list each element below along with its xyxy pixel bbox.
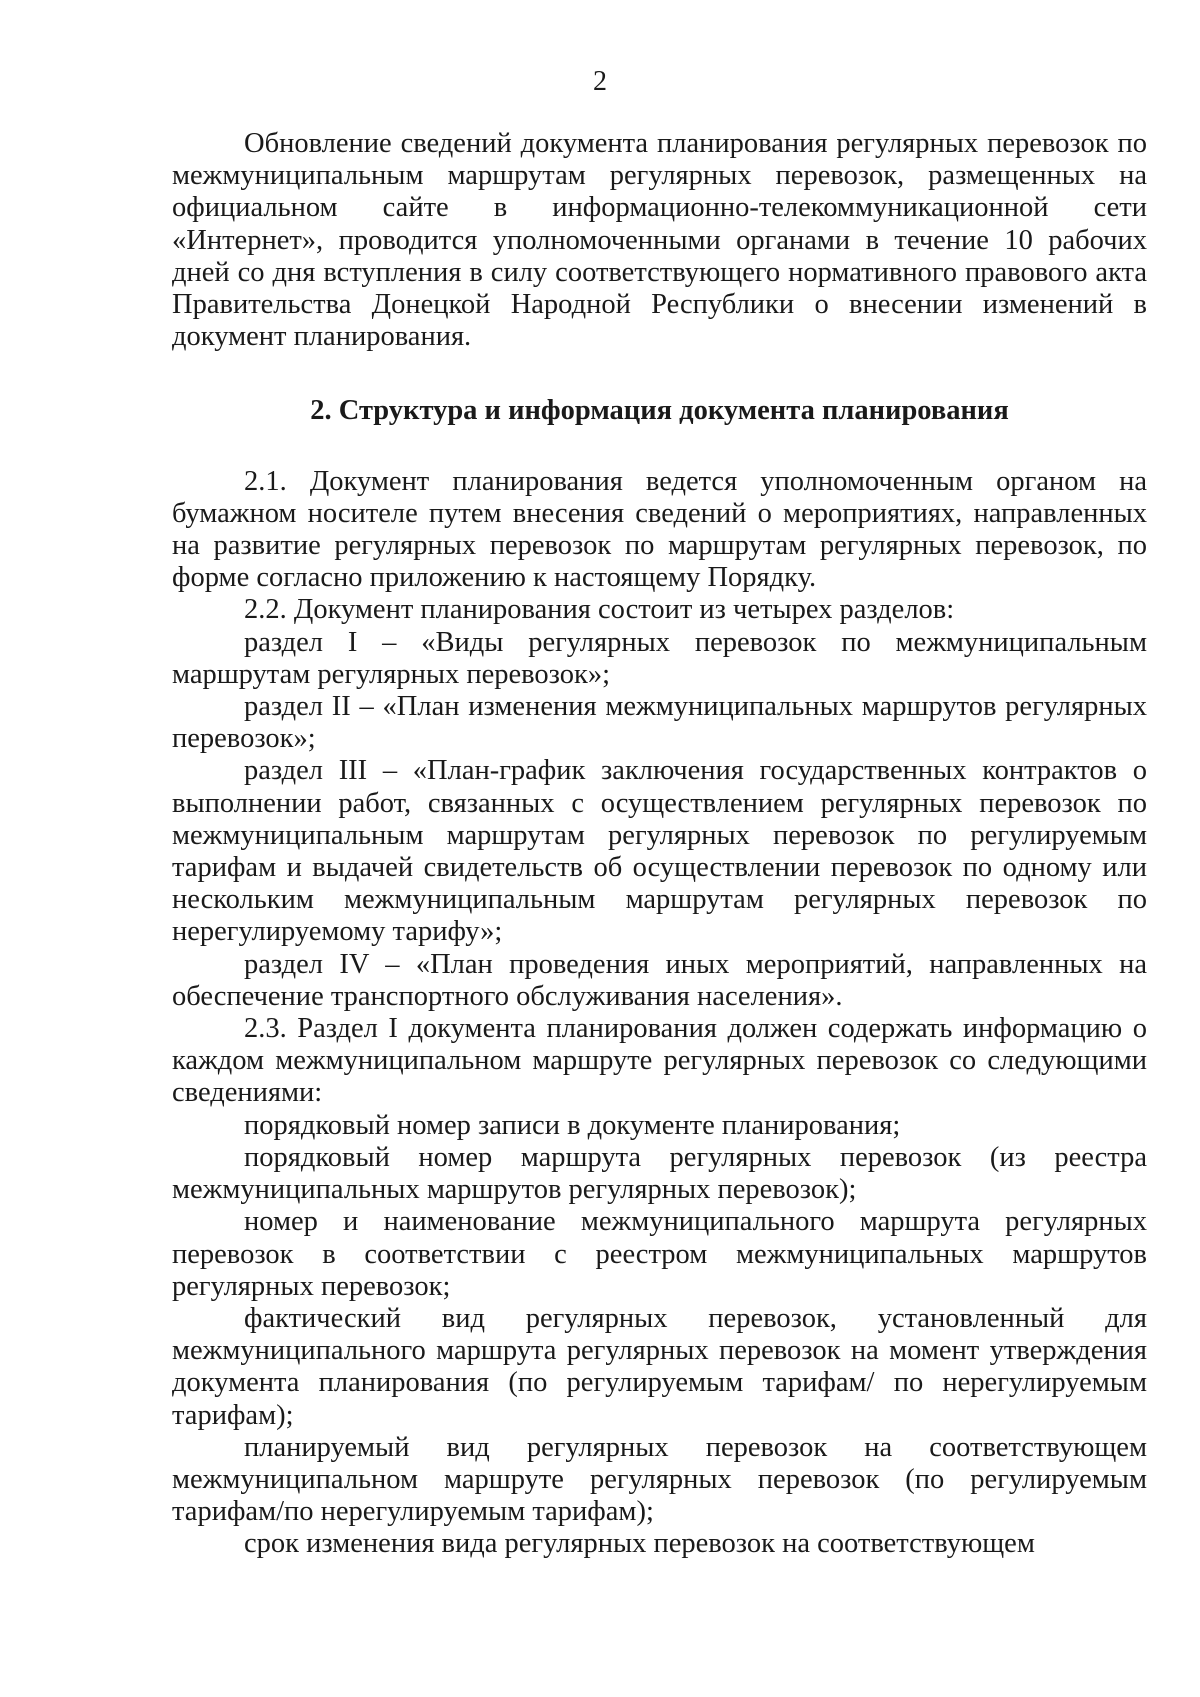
paragraph-2-2: 2.2. Документ планирования состоит из четырех разделов:	[244, 594, 955, 626]
list-item: планируемый вид регулярных перевозок на соответствующем межмуниципальном маршруте регулярных перевозок (по регулируемым тарифам/по нерегулируемым тарифам);	[172, 1431, 1147, 1528]
list-item: срок изменения вида регулярных перевозок на соответствующем	[244, 1528, 1035, 1560]
section-i-item: раздел I – «Виды регулярных перевозок по межмуниципальным маршрутам регулярных перевозок»;	[172, 626, 1147, 690]
intro-paragraph: Обновление сведений документа планирования регулярных перевозок по межмуниципальным маршрутам регулярных перевозок, размещенных на официальном сайте в информационно-телекоммуникационной сети «Интернет», проводится уполномоченными органами в течение 10 рабочих дней со дня вступления в силу соответствующего нормативного правового акта Правительства Донецкой Народной Республики о внесении изменений в документ планирования.	[172, 128, 1147, 353]
page-number: 2	[593, 66, 607, 97]
paragraph-2-3: 2.3. Раздел I документа планирования должен содержать информацию о каждом межмуниципальном маршруте регулярных перевозок со следующими сведениями:	[172, 1013, 1147, 1109]
section-iii-item: раздел III – «План-график заключения государственных контрактов о выполнении работ, связанных с осуществлением регулярных перевозок по межмуниципальным маршрутам регулярных перевозок по регулируемым тарифам и выдачей свидетельств об осуществлении перевозок по одному или нескольким межмуниципальным маршрутам регулярных перевозок по нерегулируемому тарифу»;	[172, 755, 1147, 948]
page-content	[172, 128, 1147, 1561]
list-item: номер и наименование межмуниципального маршрута регулярных перевозок в соответствии с реестром межмуниципальных маршрутов регулярных перевозок;	[172, 1206, 1147, 1302]
list-item: порядковый номер маршрута регулярных перевозок (из реестра межмуниципальных маршрутов регулярных перевозок);	[172, 1141, 1147, 1206]
list-item: фактический вид регулярных перевозок, установленный для межмуниципального маршрута регулярных перевозок на момент утверждения документа планирования (по регулируемым тарифам/ по нерегулируемым тарифам);	[172, 1302, 1147, 1431]
section-ii-item: раздел II – «План изменения межмуниципальных маршрутов регулярных перевозок»;	[172, 691, 1147, 755]
section-iv-item: раздел IV – «План проведения иных мероприятий, направленных на обеспечение транспортного обслуживания населения».	[172, 948, 1147, 1012]
section-body	[172, 466, 1147, 1561]
paragraph-2-1: 2.1. Документ планирования ведется уполномоченным органом на бумажном носителе путем внесения сведений о мероприятиях, направленных на развитие регулярных перевозок по маршрутам регулярных перевозок, по форме согласно приложению к настоящему Порядку.	[172, 465, 1147, 594]
list-item: порядковый номер записи в документе планирования;	[244, 1109, 901, 1141]
section-heading: 2. Структура и информация документа планирования	[310, 395, 1009, 427]
